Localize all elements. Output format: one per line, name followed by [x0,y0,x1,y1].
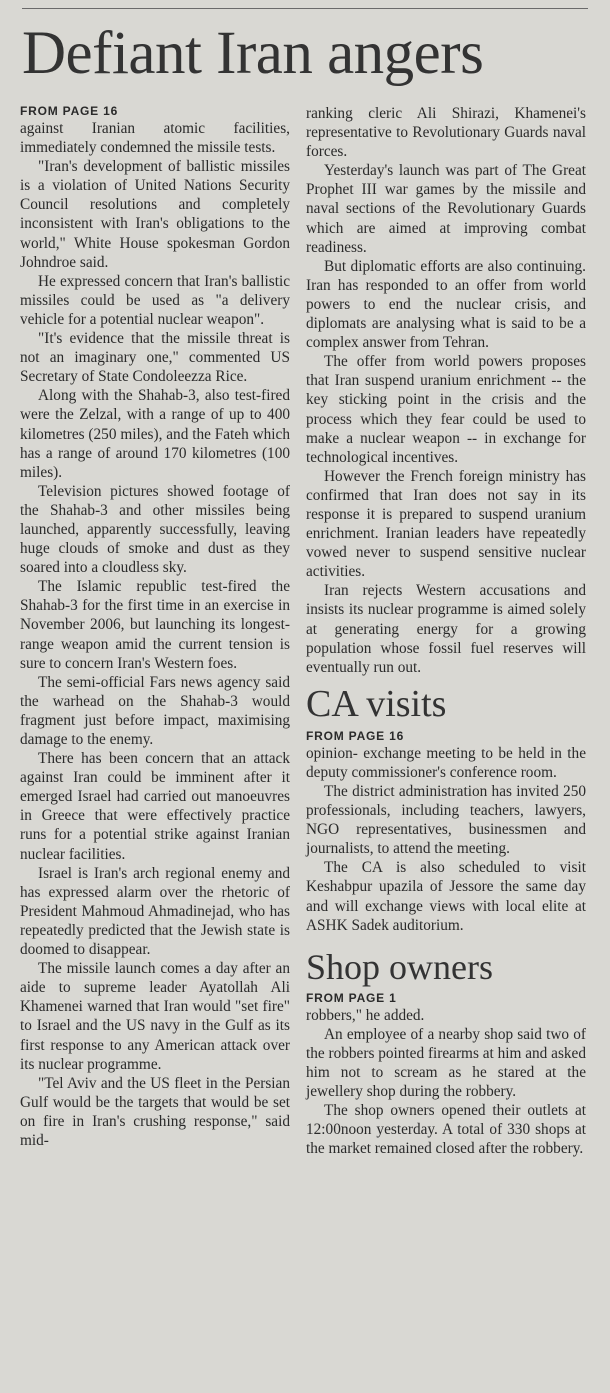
paragraph: An employee of a nearby shop said two of the robbers pointed firearms at him and asked him not to scream as he stared at the jewellery shop during the robbery. [306,1025,586,1101]
paragraph: ranking cleric Ali Shirazi, Khamenei's representative to Revolutionary Guards naval forces. [306,105,586,161]
paragraph: Israel is Iran's arch regional enemy and has expressed alarm over the rhetoric of President Mahmoud Ahmadinejad, who has repeatedly predicted that the Jewish state is doomed to disappear. [20,864,290,959]
right-column [306,104,586,1159]
paragraph: The semi-official Fars news agency said the warhead on the Shahab-3 would fragment just before impact, maximising damage to the enemy. [20,673,290,748]
paragraph: Iran rejects Western accusations and insists its nuclear programme is aimed solely at generating energy for a growing population whose fossil fuel reserves will eventually run out. [306,582,586,676]
paragraph: The Islamic republic test-fired the Shahab-3 for the first time in an exercise in November 2006, but launching its longest-range weapon amid the current tension is sure to concern Iran's Western foes. [20,578,290,672]
shop-article [306,945,586,1159]
paragraph: But diplomatic efforts are also continuing. Iran has responded to an offer from world powers to end the nuclear crisis, and diplomats are analysing what is said to be a complex answer from Tehran. [306,257,586,352]
paragraph: The CA is also scheduled to visit Keshabpur upazila of Jessore the same day and will exchange views with local elite at ASHK Sadek auditorium. [306,859,586,934]
paragraph: "Tel Aviv and the US fleet in the Persian Gulf would be the targets that would be set on fire in Iran's crushing response," said mid- [20,1074,290,1149]
paragraph: robbers," he added. [306,1006,425,1024]
paragraph: "It's evidence that the missile threat is not an imaginary one," commented US Secretary of State Condoleezza Rice. [20,330,290,386]
jump-label: FROM PAGE 1 [306,990,397,1005]
paragraph: Along with the Shahab-3, also test-fired were the Zelzal, with a range of up to 400 kilometres (250 miles), and the Fateh which has a range of around 170 kilometres (100 miles). [20,387,290,481]
paragraph: He expressed concern that Iran's ballistic missiles could be used as "a delivery vehicle for a potential nuclear weapon". [20,272,290,328]
paragraph: However the French foreign ministry has confirmed that Iran does not say in its response it is prepared to suspend uranium enrichment. Iranian leaders have repeatedly vowed never to suspend sensitive nuclear activities. [306,467,586,581]
main-headline: Defiant Iran angers [22,20,484,87]
paragraph: The missile launch comes a day after an aide to supreme leader Ayatollah Ali Khamenei warned that Iran would "set fire" to Israel and the US navy in the Gulf as its first response to any American attack over its nuclear programme. [20,960,290,1073]
left-column [20,104,290,1150]
jump-label: FROM PAGE 16 [306,728,405,743]
paragraph: "Iran's development of ballistic missiles is a violation of United Nations Security Council resolutions and completely inconsistent with Iran's obligations to the world," White House spokesman Gordon Johndroe said. [20,158,290,271]
ca-article [306,681,586,935]
paragraph: against Iranian atomic facilities, immediately condemned the missile tests. [20,120,290,157]
paragraph: The district administration has invited 250 professionals, including teachers, lawyers, NGO representatives, businessmen and journalists, to attend the meeting. [306,783,586,858]
paragraph: The shop owners opened their outlets at 12:00noon yesterday. A total of 330 shops at the market remained closed after the robbery. [306,1102,586,1158]
paragraph: The offer from world powers proposes that Iran suspend uranium enrichment -- the key sticking point in the crisis and the process which they fear could be used to make a nuclear weapon -- in exchange for technological incentives. [306,353,586,466]
paragraph: There has been concern that an attack against Iran could be imminent after it emerged Israel had carried out manoeuvres in Greece that were effectively practice runs for a potential strike against Iranian nuclear facilities. [20,750,290,863]
paragraph: Television pictures showed footage of the Shahab-3 and other missiles being launched, apparently successfully, leaving huge clouds of smoke and dust as they soared into a cloudless sky. [20,482,290,577]
paragraph: opinion- exchange meeting to be held in the deputy commissioner's conference room. [306,744,586,781]
paragraph: Yesterday's launch was part of The Great Prophet III war games by the missile and naval sections of the Revolutionary Guards which are aimed at improving combat readiness. [306,162,586,256]
iran-article-continued [306,104,586,677]
ca-headline: CA visits [306,682,447,725]
shop-headline: Shop owners [306,946,493,987]
iran-article [20,104,290,1150]
jump-label: FROM PAGE 16 [20,104,119,118]
top-rule [22,8,588,9]
